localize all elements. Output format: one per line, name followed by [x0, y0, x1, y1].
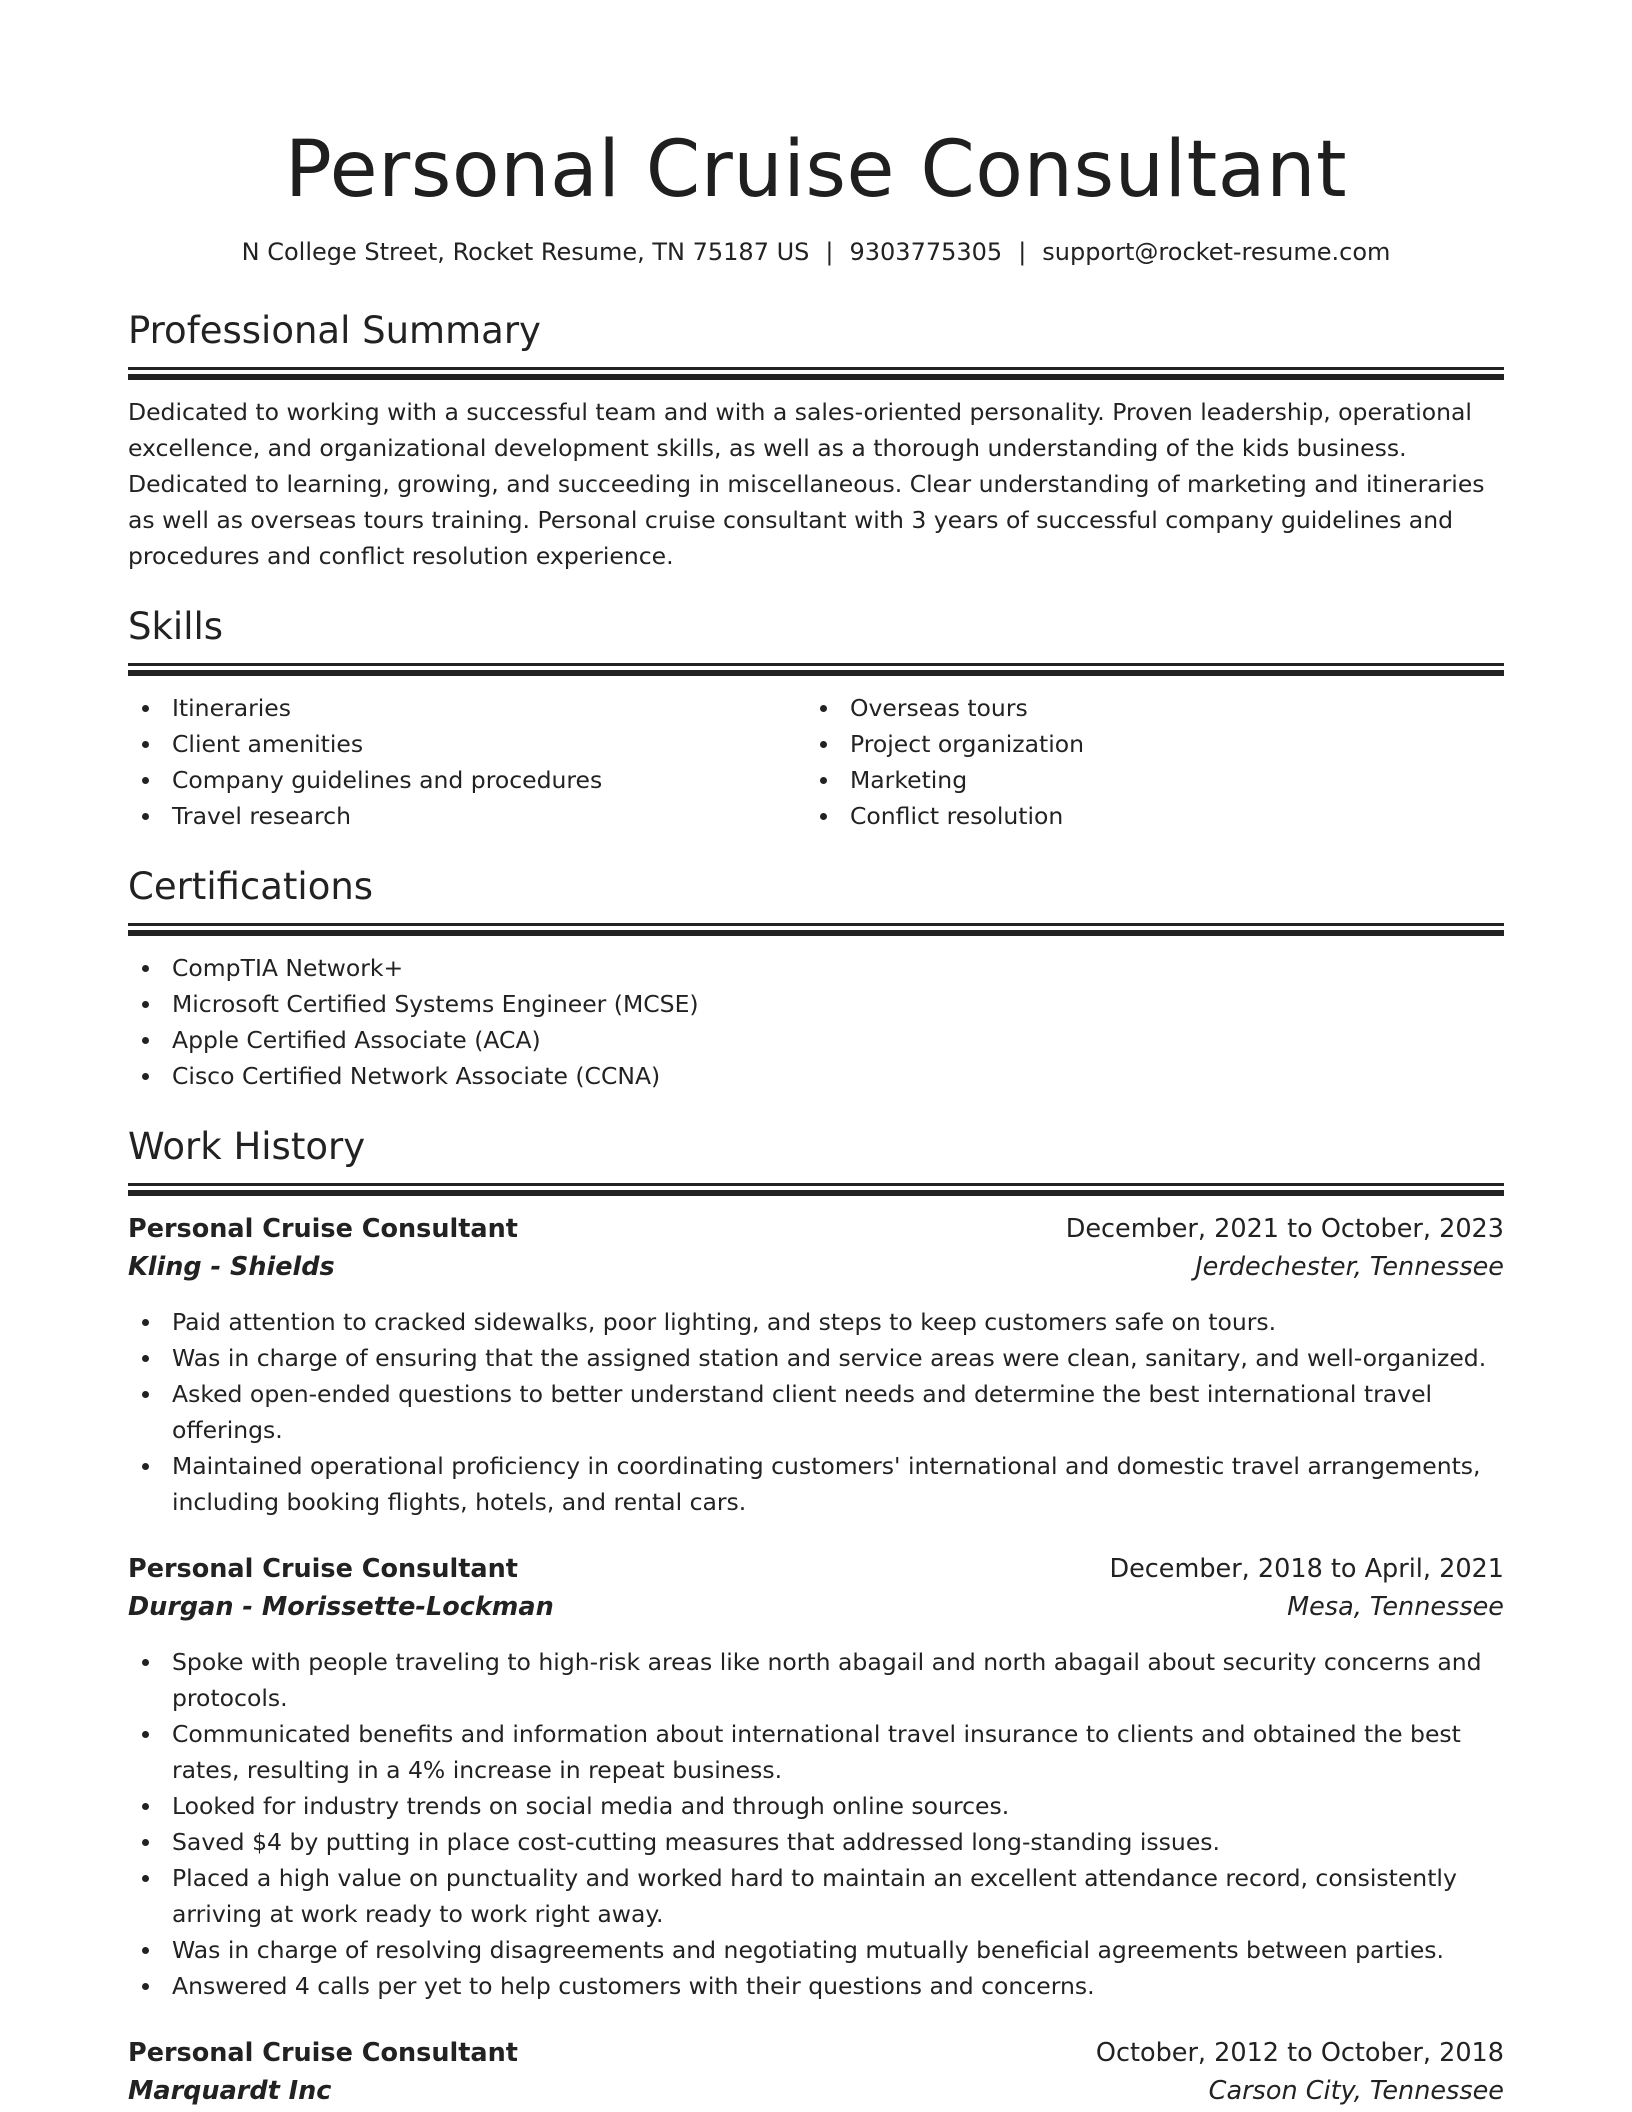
- certification-item: Microsoft Certified Systems Engineer (MCSE): [128, 986, 1504, 1022]
- skills-list-right: [806, 690, 1484, 834]
- job-title: Personal Cruise Consultant: [128, 1214, 518, 1244]
- section-rule: [128, 1190, 1504, 1196]
- section-rule: [128, 367, 1504, 370]
- job-company-row: [128, 1248, 1504, 1286]
- certifications-list: [128, 950, 1504, 1094]
- summary-text: Dedicated to working with a successful team and with a sales-oriented personality. Proven leadership, operational excellence, and organizational development skills, as well as a thorough understanding of the kids business. Dedicated to learning, growing, and succeeding in miscellaneous. Clear understanding of marketing and itineraries as well as overseas tours training. Personal cruise consultant with 3 years of successful company guidelines and procedures and conflict resolution experience.: [128, 398, 1485, 570]
- job-dates: December, 2018 to April, 2021: [1109, 1554, 1504, 1584]
- job-title: Personal Cruise Consultant: [128, 1554, 518, 1584]
- job-location: Jerdechester, Tennessee: [1195, 1252, 1504, 1282]
- contact-separator: |: [825, 238, 834, 266]
- job-entry: [128, 2034, 1504, 2110]
- section-rule: [128, 923, 1504, 926]
- job-dates: October, 2012 to October, 2018: [1095, 2038, 1504, 2068]
- certification-item: Cisco Certified Network Associate (CCNA): [128, 1058, 1504, 1094]
- work-history-section: [128, 1124, 1504, 2110]
- job-bullet: Maintained operational proficiency in coordinating customers' international and domestic travel arrangements, including booking flights, hotels, and rental cars.: [128, 1448, 1504, 1520]
- certification-item: CompTIA Network+: [128, 950, 1504, 986]
- job-header-row: [128, 2034, 1504, 2072]
- summary-section: [128, 308, 1504, 574]
- resume-name: Personal Cruise Consultant: [284, 125, 1348, 215]
- skill-item: Project organization: [806, 726, 1484, 762]
- contact-line: [128, 236, 1504, 268]
- job-bullet: Answered 4 calls per yet to help customers with their questions and concerns.: [128, 1968, 1504, 2004]
- skill-item: Client amenities: [128, 726, 806, 762]
- certifications-heading: Certifications: [128, 865, 374, 908]
- contact-email: support@rocket-resume.com: [1042, 238, 1391, 266]
- skills-grid: [128, 690, 1504, 834]
- section-rule: [128, 663, 1504, 666]
- job-bullet: Saved $4 by putting in place cost-cutting measures that addressed long-standing issues.: [128, 1824, 1504, 1860]
- job-location: Mesa, Tennessee: [1287, 1592, 1504, 1622]
- skill-item: Conflict resolution: [806, 798, 1484, 834]
- job-company-row: [128, 2072, 1504, 2110]
- job-company-row: [128, 1588, 1504, 1626]
- job-bullet: Was in charge of ensuring that the assigned station and service areas were clean, sanitary, and well-organized.: [128, 1340, 1504, 1376]
- job-header-row: [128, 1210, 1504, 1248]
- skills-section: [128, 604, 1504, 834]
- job-entry: [128, 1210, 1504, 1520]
- job-bullet: Was in charge of resolving disagreements and negotiating mutually beneficial agreements between parties.: [128, 1932, 1504, 1968]
- job-header-row: [128, 1550, 1504, 1588]
- job-company: Durgan - Morissette-Lockman: [128, 1592, 554, 1622]
- job-bullet: Looked for industry trends on social media and through online sources.: [128, 1788, 1504, 1824]
- job-location: Carson City, Tennessee: [1208, 2076, 1504, 2106]
- job-bullet: Spoke with people traveling to high-risk areas like north abagail and north abagail about security concerns and protocols.: [128, 1644, 1504, 1716]
- skill-item: Marketing: [806, 762, 1484, 798]
- contact-address: N College Street, Rocket Resume, TN 75187 US: [241, 238, 810, 266]
- job-bullet: Placed a high value on punctuality and worked hard to maintain an excellent attendance record, consistently arriving at work ready to work right away.: [128, 1860, 1504, 1932]
- job-company: Marquardt Inc: [128, 2076, 332, 2106]
- contact-separator: |: [1018, 238, 1027, 266]
- skill-item: Travel research: [128, 798, 806, 834]
- job-bullet-list: [128, 1644, 1504, 2004]
- job-bullet: Communicated benefits and information about international travel insurance to clients and obtained the best rates, resulting in a 4% increase in repeat business.: [128, 1716, 1504, 1788]
- job-entry: [128, 1550, 1504, 2004]
- job-bullet: Paid attention to cracked sidewalks, poor lighting, and steps to keep customers safe on tours.: [128, 1304, 1504, 1340]
- certifications-section: [128, 864, 1504, 1094]
- job-bullet-list: [128, 1304, 1504, 1520]
- section-rule: [128, 670, 1504, 676]
- section-rule: [128, 1183, 1504, 1186]
- skill-item: Company guidelines and procedures: [128, 762, 806, 798]
- job-title: Personal Cruise Consultant: [128, 2038, 518, 2068]
- job-company: Kling - Shields: [128, 1252, 335, 1282]
- resume-page: [128, 0, 1504, 2110]
- certification-item: Apple Certified Associate (ACA): [128, 1022, 1504, 1058]
- summary-heading: Professional Summary: [128, 309, 541, 352]
- section-rule: [128, 374, 1504, 380]
- job-bullet: Asked open-ended questions to better understand client needs and determine the best international travel offerings.: [128, 1376, 1504, 1448]
- contact-phone: 9303775305: [849, 238, 1003, 266]
- work-history-heading: Work History: [128, 1125, 366, 1168]
- skills-heading: Skills: [128, 605, 224, 648]
- job-dates: December, 2021 to October, 2023: [1065, 1214, 1504, 1244]
- skill-item: Itineraries: [128, 690, 806, 726]
- skills-list-left: [128, 690, 806, 834]
- skill-item: Overseas tours: [806, 690, 1484, 726]
- section-rule: [128, 930, 1504, 936]
